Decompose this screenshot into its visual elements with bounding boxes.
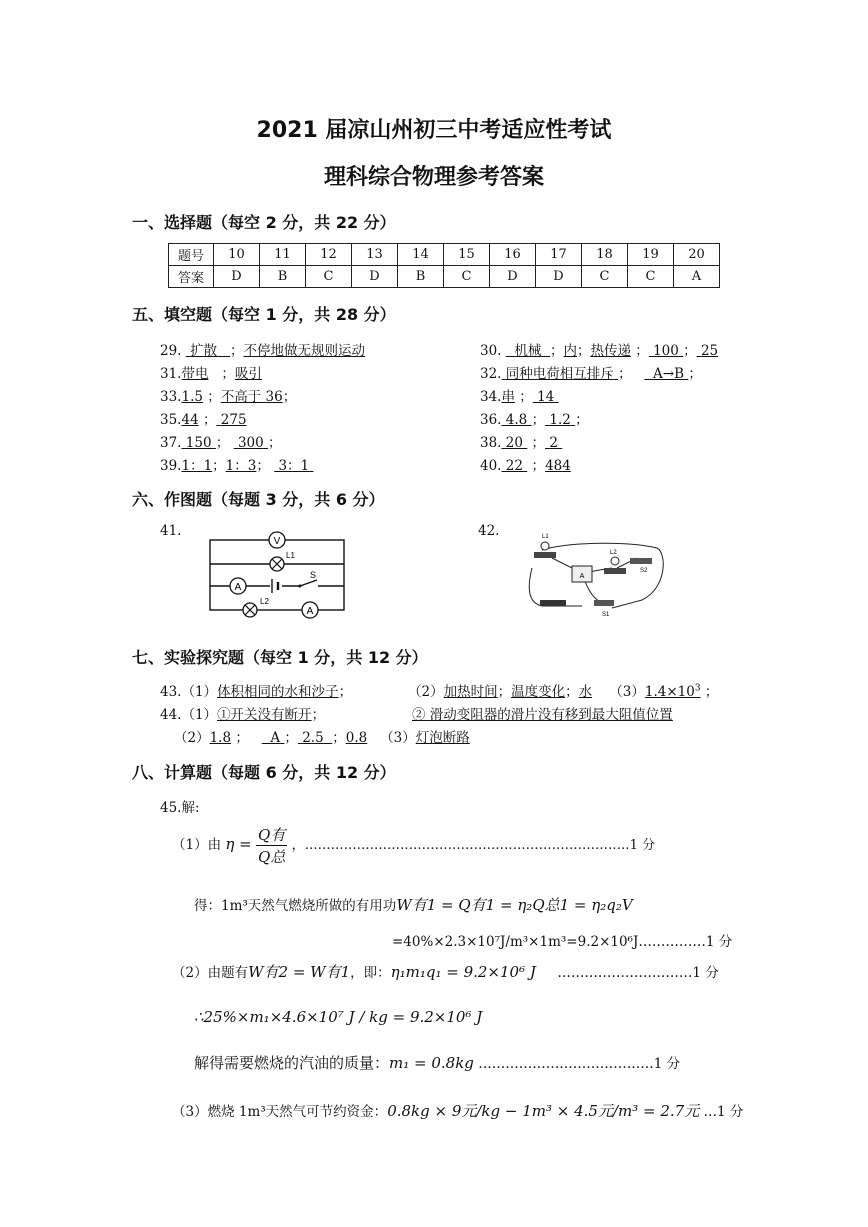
ammeter-label: A bbox=[234, 582, 242, 593]
answer-q31: 31.带电 ；吸引 bbox=[160, 366, 262, 382]
table-cell: 13 bbox=[352, 244, 398, 266]
s2-label: S2 bbox=[640, 568, 648, 574]
table-cell: D bbox=[490, 266, 536, 288]
answer-q43-cont: （2）加热时间；温度变化；水 $(3)1.4\times 10^3$ ； bbox=[408, 683, 719, 700]
q45-label: 45.解: bbox=[160, 800, 200, 816]
ammeter-label: A bbox=[579, 573, 585, 580]
answer-table bbox=[168, 243, 720, 288]
l1-label: L1 bbox=[542, 534, 549, 540]
table-cell: C bbox=[582, 266, 628, 288]
section-drawing-heading: 六、作图题（每题 3 分，共 6 分） bbox=[132, 490, 385, 509]
table-cell: D bbox=[352, 266, 398, 288]
calc-step5: ∴25%×m₁×4.6×10⁷ J / kg = 9.2×10⁶ J bbox=[194, 1008, 483, 1026]
switch-s2-icon bbox=[630, 558, 652, 564]
answer-q29: 29. 扩散 ；不停地做无规则运动 bbox=[160, 343, 365, 359]
lamp-holder-l2 bbox=[604, 568, 626, 574]
answer-q44-b: ② 滑动变阻器的滑片没有移到最大阻值位置 bbox=[412, 707, 673, 723]
lamp-holder-l1 bbox=[534, 552, 556, 558]
answer-q30: 30. 机械 ；内；热传递 ； 100 ； 25 bbox=[480, 343, 719, 359]
answer-q34: 34.串 ； 14 bbox=[480, 389, 555, 405]
table-cell: 10 bbox=[214, 244, 260, 266]
table-cell: 12 bbox=[306, 244, 352, 266]
table-cell: D bbox=[214, 266, 260, 288]
switch-label: S bbox=[310, 570, 317, 580]
answer-q38: 38. 20 ； 2 bbox=[480, 435, 558, 451]
l2-label: L2 bbox=[610, 550, 617, 556]
section-fill-heading: 五、填空题（每空 1 分，共 28 分） bbox=[132, 305, 396, 324]
table-row bbox=[169, 244, 720, 266]
table-cell: B bbox=[260, 266, 306, 288]
answer-q44: 44.（1）①开关没有断开； bbox=[160, 707, 326, 723]
answer-q39: 39.1：1；1：3； 3：1 bbox=[160, 458, 310, 474]
calc-step2: 得：1m³天然气燃烧所做的有用功W有1 = Q有1 = η₂Q总1 = η₂q₂V bbox=[194, 896, 633, 914]
answer-q40: 40. 22 ；484 bbox=[480, 458, 571, 474]
table-row bbox=[169, 266, 720, 288]
table-cell: A bbox=[674, 266, 720, 288]
doc-subtitle: 理科综合物理参考答案 bbox=[323, 165, 544, 190]
table-cell: 答案 bbox=[169, 266, 214, 288]
doc-title: 2021 届凉山州初三中考适应性考试 bbox=[256, 118, 612, 143]
table-cell: 14 bbox=[398, 244, 444, 266]
calc-step4: （2）由题有W有2 = W有1，即：η₁m₁q₁ = 9.2×10⁶ J …………………………1 分 bbox=[172, 963, 719, 981]
answer-q32: 32. 同种电荷相互排斥 ； A→B ； bbox=[480, 366, 702, 382]
answer-q36: 36. 4.8 ； 1.2 ； bbox=[480, 412, 589, 428]
voltmeter-label: V bbox=[273, 536, 281, 547]
lamp-l2-label: L2 bbox=[260, 597, 269, 606]
efficiency-fraction: $\frac{\text{Q有}}{\text{Q总}}$ bbox=[258, 826, 286, 866]
table-cell: B bbox=[398, 266, 444, 288]
section-experiment-heading: 七、实验探究题（每空 1 分，共 12 分） bbox=[132, 648, 428, 667]
battery-icon bbox=[540, 600, 566, 606]
table-cell: 18 bbox=[582, 244, 628, 266]
table-cell: C bbox=[306, 266, 352, 288]
wiring-diagram-42 bbox=[522, 528, 670, 620]
q42-label: 42. bbox=[478, 523, 500, 539]
calc-step1: （1）由 η = $\frac{\text{Q有}}{\text{Q总}}$ ，…………………………………………………………………1 分 bbox=[172, 826, 656, 866]
answer-q43: 43.（1）体积相同的水和沙子； bbox=[160, 684, 353, 700]
table-cell: D bbox=[536, 266, 582, 288]
q41-label: 41. bbox=[160, 523, 182, 539]
section-choice-heading: 一、选择题（每空 2 分，共 22 分） bbox=[132, 213, 396, 232]
table-cell: 20 bbox=[674, 244, 720, 266]
answer-q44-cont: （2）1.8 ； A ； 2.5 ；0.8 （3）灯泡断路 bbox=[174, 730, 470, 746]
calc-step6: 解得需要燃烧的汽油的质量：m₁ = 0.8kg …………………………………1 分 bbox=[194, 1054, 681, 1072]
bulb-icon bbox=[541, 542, 549, 550]
table-cell: C bbox=[444, 266, 490, 288]
calc-step7: （3）燃烧 1m³天然气可节约资金：0.8kg × 9元/kg − 1m³ × 4.5元/m³ = 2.7元 …1 分 bbox=[172, 1102, 744, 1120]
answer-q35: 35.44 ； 275 bbox=[160, 412, 247, 428]
circuit-diagram-41 bbox=[200, 528, 360, 620]
switch-s1-icon bbox=[594, 600, 614, 606]
answer-q33: 33.1.5 ；不高于 36； bbox=[160, 389, 297, 405]
table-cell: 11 bbox=[260, 244, 306, 266]
table-cell: 题号 bbox=[169, 244, 214, 266]
table-cell: 17 bbox=[536, 244, 582, 266]
s1-label: S1 bbox=[602, 612, 610, 618]
table-cell: 15 bbox=[444, 244, 490, 266]
calc-step3: =40%×2.3×10⁷J/m³×1m³=9.2×10⁶J……………1 分 bbox=[392, 934, 733, 950]
answer-q37: 37. 150 ； 300 ； bbox=[160, 435, 282, 451]
lamp-l1-label: L1 bbox=[286, 551, 295, 560]
ammeter-label: A bbox=[306, 606, 314, 617]
section-calc-heading: 八、计算题（每题 6 分，共 12 分） bbox=[132, 763, 396, 782]
table-cell: 19 bbox=[628, 244, 674, 266]
table-cell: C bbox=[628, 266, 674, 288]
table-cell: 16 bbox=[490, 244, 536, 266]
bulb-icon bbox=[611, 557, 619, 565]
